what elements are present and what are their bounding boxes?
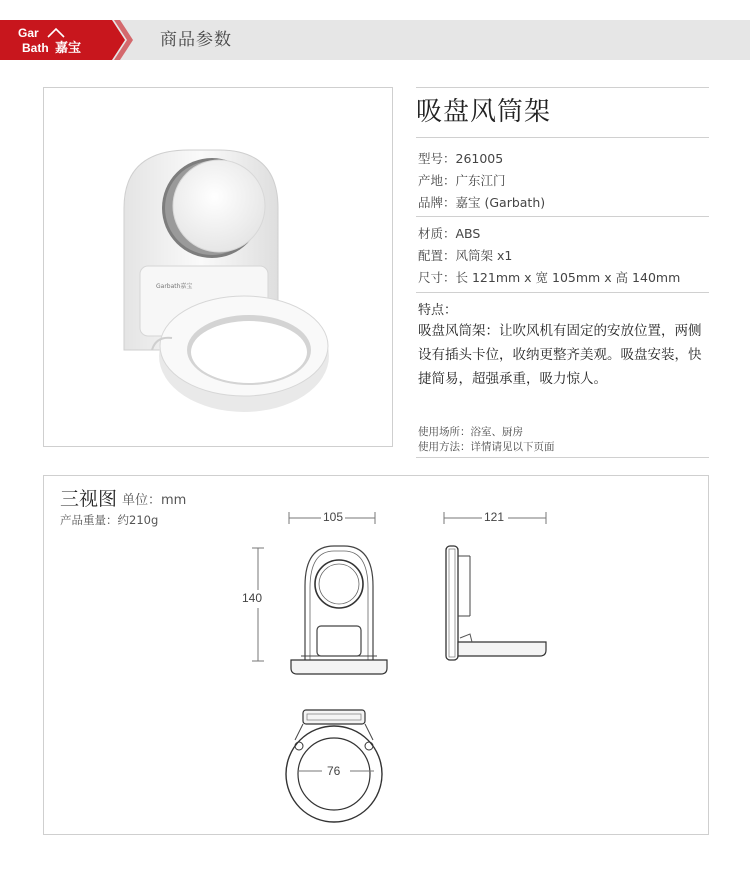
spec-config: 配置：风筒架 x1 — [418, 248, 513, 263]
dim-line-height — [252, 548, 264, 663]
dim-side-width: 121 — [484, 510, 505, 524]
side-view-drawing — [442, 546, 562, 666]
product-photo — [43, 87, 393, 447]
product-weight: 产品重量：约210g — [60, 513, 159, 527]
three-views-panel — [43, 475, 709, 835]
section-title: 商品参数 — [160, 30, 232, 50]
spec-brand: 品牌：嘉宝 (Garbath) — [418, 195, 546, 210]
usage-place: 使用场所：浴室、厨房 — [418, 426, 523, 438]
spec-model: 型号：261005 — [418, 151, 504, 166]
usage-method: 使用方法：详情请见以下页面 — [418, 441, 555, 453]
front-view-drawing — [289, 546, 389, 676]
product-name: 吸盘风筒架 — [416, 97, 552, 127]
dim-front-width: 105 — [323, 510, 344, 524]
divider — [416, 457, 709, 458]
spec-origin: 产地：广东江门 — [418, 173, 506, 188]
dim-height: 140 — [242, 591, 263, 605]
product-image — [44, 88, 394, 448]
brand-line2: Bath — [22, 41, 49, 55]
brand-cn: 嘉宝 — [55, 41, 82, 56]
divider — [416, 216, 709, 217]
features-title: 特点： — [418, 303, 458, 318]
features-text: 吸盘风筒架：让吹风机有固定的安放位置，两侧设有插头卡位，收纳更整齐美观。吸盘安装，快捷简易，超强承重，吸力惊人。 — [418, 323, 702, 387]
brand-line1: Gar — [18, 26, 39, 40]
dim-ring-inner: 76 — [327, 764, 341, 778]
views-title: 三视图 — [60, 488, 118, 510]
views-unit: 单位：mm — [122, 493, 187, 508]
divider — [416, 137, 709, 138]
spec-size: 尺寸：长 121mm x 宽 105mm x 高 140mm — [418, 270, 681, 285]
photo-logo: Garbath嘉宝 — [156, 283, 193, 290]
divider — [416, 87, 709, 88]
brand-logo — [0, 20, 130, 60]
divider — [416, 292, 709, 293]
spec-material: 材质：ABS — [418, 226, 481, 241]
